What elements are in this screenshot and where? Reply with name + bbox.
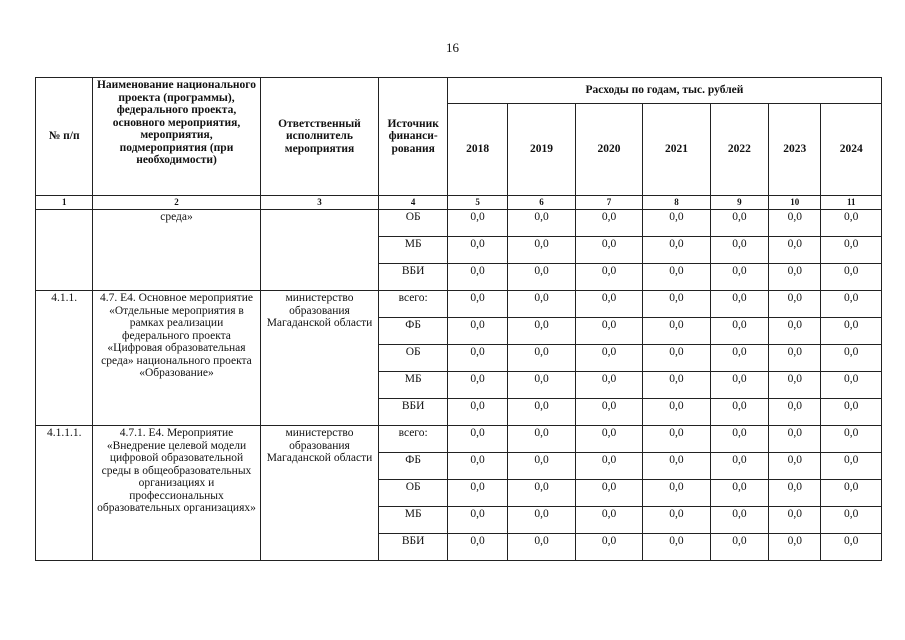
column-number-row — [36, 196, 882, 210]
column-number: 6 — [508, 196, 575, 210]
expense-value: 0,0 — [575, 291, 642, 318]
column-number: 2 — [93, 196, 260, 210]
expense-value: 0,0 — [769, 534, 821, 561]
header-name: Наименование национального проекта (программы), федерального проекта, основного мероприятия, мероприятия, подмероприятия (при необходимости) — [93, 78, 260, 196]
expense-value: 0,0 — [710, 345, 768, 372]
expense-value: 0,0 — [508, 291, 575, 318]
funding-source: ФБ — [379, 453, 447, 480]
expense-value: 0,0 — [447, 345, 507, 372]
expense-value: 0,0 — [508, 345, 575, 372]
expense-value: 0,0 — [643, 264, 710, 291]
expense-value: 0,0 — [447, 372, 507, 399]
expense-value: 0,0 — [447, 210, 507, 237]
funding-source: ВБИ — [379, 264, 447, 291]
header-year: 2018 — [447, 104, 507, 196]
expense-value: 0,0 — [710, 291, 768, 318]
column-number: 9 — [710, 196, 768, 210]
expense-value: 0,0 — [643, 210, 710, 237]
expense-value: 0,0 — [643, 453, 710, 480]
expense-value: 0,0 — [821, 453, 882, 480]
expense-value: 0,0 — [710, 372, 768, 399]
expense-value: 0,0 — [643, 372, 710, 399]
table-body — [36, 210, 882, 561]
expense-value: 0,0 — [710, 210, 768, 237]
expense-value: 0,0 — [643, 426, 710, 453]
row-number: 4.1.1. — [36, 291, 93, 426]
expense-value: 0,0 — [821, 399, 882, 426]
expense-value: 0,0 — [575, 480, 642, 507]
expense-value: 0,0 — [447, 453, 507, 480]
expense-value: 0,0 — [643, 318, 710, 345]
column-number: 11 — [821, 196, 882, 210]
expense-value: 0,0 — [710, 399, 768, 426]
expense-value: 0,0 — [821, 264, 882, 291]
expense-value: 0,0 — [508, 210, 575, 237]
funding-source: ВБИ — [379, 399, 447, 426]
header-year: 2023 — [769, 104, 821, 196]
header-year: 2019 — [508, 104, 575, 196]
expense-value: 0,0 — [643, 345, 710, 372]
expense-value: 0,0 — [643, 534, 710, 561]
expense-value: 0,0 — [710, 237, 768, 264]
page-number: 16 — [446, 40, 459, 55]
expense-value: 0,0 — [447, 318, 507, 345]
expense-value: 0,0 — [769, 480, 821, 507]
table-row — [36, 291, 882, 318]
row-name: 4.7.1. Е4. Мероприятие «Внедрение целевой модели цифровой образовательной среды в общеобразовательных организациях и профессиональных образовательных организациях» — [93, 426, 260, 561]
expense-value: 0,0 — [710, 480, 768, 507]
expense-value: 0,0 — [508, 372, 575, 399]
expense-value: 0,0 — [575, 237, 642, 264]
expense-value: 0,0 — [575, 318, 642, 345]
header-year: 2024 — [821, 104, 882, 196]
expense-value: 0,0 — [575, 426, 642, 453]
table-row — [36, 426, 882, 453]
column-number: 1 — [36, 196, 93, 210]
funding-source: ВБИ — [379, 534, 447, 561]
budget-table — [35, 77, 882, 561]
expense-value: 0,0 — [575, 372, 642, 399]
funding-source: ОБ — [379, 345, 447, 372]
funding-source: МБ — [379, 507, 447, 534]
expense-value: 0,0 — [769, 291, 821, 318]
header-expenses: Расходы по годам, тыс. рублей — [447, 78, 881, 104]
expense-value: 0,0 — [821, 318, 882, 345]
header-responsible: Ответственный исполнитель мероприятия — [260, 78, 379, 196]
funding-source: всего: — [379, 291, 447, 318]
expense-value: 0,0 — [575, 534, 642, 561]
funding-source: МБ — [379, 237, 447, 264]
expense-value: 0,0 — [575, 264, 642, 291]
expense-value: 0,0 — [447, 291, 507, 318]
column-number: 8 — [643, 196, 710, 210]
header-year: 2022 — [710, 104, 768, 196]
column-number: 3 — [260, 196, 379, 210]
column-number: 7 — [575, 196, 642, 210]
row-name: среда» — [93, 210, 260, 291]
expense-value: 0,0 — [508, 426, 575, 453]
funding-source: ОБ — [379, 210, 447, 237]
row-responsible: министерство образования Магаданской области — [260, 291, 379, 426]
expense-value: 0,0 — [508, 507, 575, 534]
expense-value: 0,0 — [575, 453, 642, 480]
funding-source: ОБ — [379, 480, 447, 507]
row-name: 4.7. Е4. Основное мероприятие «Отдельные мероприятия в рамках реализации федерального проекта «Цифровая образовательная среда» национального проекта «Образование» — [93, 291, 260, 426]
expense-value: 0,0 — [710, 534, 768, 561]
expense-value: 0,0 — [710, 426, 768, 453]
expense-value: 0,0 — [821, 345, 882, 372]
funding-source: ФБ — [379, 318, 447, 345]
expense-value: 0,0 — [769, 210, 821, 237]
header-year: 2020 — [575, 104, 642, 196]
expense-value: 0,0 — [821, 507, 882, 534]
expense-value: 0,0 — [710, 318, 768, 345]
header-number: № п/п — [36, 78, 93, 196]
expense-value: 0,0 — [447, 426, 507, 453]
expense-value: 0,0 — [508, 318, 575, 345]
expense-value: 0,0 — [769, 264, 821, 291]
expense-value: 0,0 — [508, 453, 575, 480]
expense-value: 0,0 — [508, 399, 575, 426]
expense-value: 0,0 — [769, 237, 821, 264]
expense-value: 0,0 — [710, 507, 768, 534]
expense-value: 0,0 — [643, 237, 710, 264]
expense-value: 0,0 — [821, 291, 882, 318]
expense-value: 0,0 — [508, 534, 575, 561]
expense-value: 0,0 — [769, 507, 821, 534]
expense-value: 0,0 — [643, 399, 710, 426]
expense-value: 0,0 — [575, 345, 642, 372]
row-responsible — [260, 210, 379, 291]
column-number: 5 — [447, 196, 507, 210]
expense-value: 0,0 — [769, 345, 821, 372]
expense-value: 0,0 — [769, 453, 821, 480]
expense-value: 0,0 — [710, 453, 768, 480]
expense-value: 0,0 — [821, 534, 882, 561]
expense-value: 0,0 — [447, 237, 507, 264]
row-number: 4.1.1.1. — [36, 426, 93, 561]
expense-value: 0,0 — [447, 264, 507, 291]
expense-value: 0,0 — [447, 507, 507, 534]
row-responsible: министерство образования Магаданской области — [260, 426, 379, 561]
expense-value: 0,0 — [643, 291, 710, 318]
header-source: Источник финанси-рования — [379, 78, 447, 196]
expense-value: 0,0 — [769, 399, 821, 426]
expense-value: 0,0 — [821, 480, 882, 507]
expense-value: 0,0 — [769, 372, 821, 399]
expense-value: 0,0 — [508, 237, 575, 264]
table-row — [36, 210, 882, 237]
row-number — [36, 210, 93, 291]
column-number: 4 — [379, 196, 447, 210]
expense-value: 0,0 — [575, 399, 642, 426]
column-number: 10 — [769, 196, 821, 210]
expense-value: 0,0 — [769, 318, 821, 345]
expense-value: 0,0 — [447, 480, 507, 507]
expense-value: 0,0 — [643, 507, 710, 534]
expense-value: 0,0 — [821, 210, 882, 237]
expense-value: 0,0 — [643, 480, 710, 507]
header-year: 2021 — [643, 104, 710, 196]
expense-value: 0,0 — [769, 426, 821, 453]
expense-value: 0,0 — [821, 237, 882, 264]
expense-value: 0,0 — [575, 507, 642, 534]
expense-value: 0,0 — [447, 399, 507, 426]
expense-value: 0,0 — [575, 210, 642, 237]
funding-source: всего: — [379, 426, 447, 453]
expense-value: 0,0 — [821, 426, 882, 453]
expense-value: 0,0 — [710, 264, 768, 291]
expense-value: 0,0 — [821, 372, 882, 399]
expense-value: 0,0 — [508, 480, 575, 507]
expense-value: 0,0 — [447, 534, 507, 561]
expense-value: 0,0 — [508, 264, 575, 291]
funding-source: МБ — [379, 372, 447, 399]
